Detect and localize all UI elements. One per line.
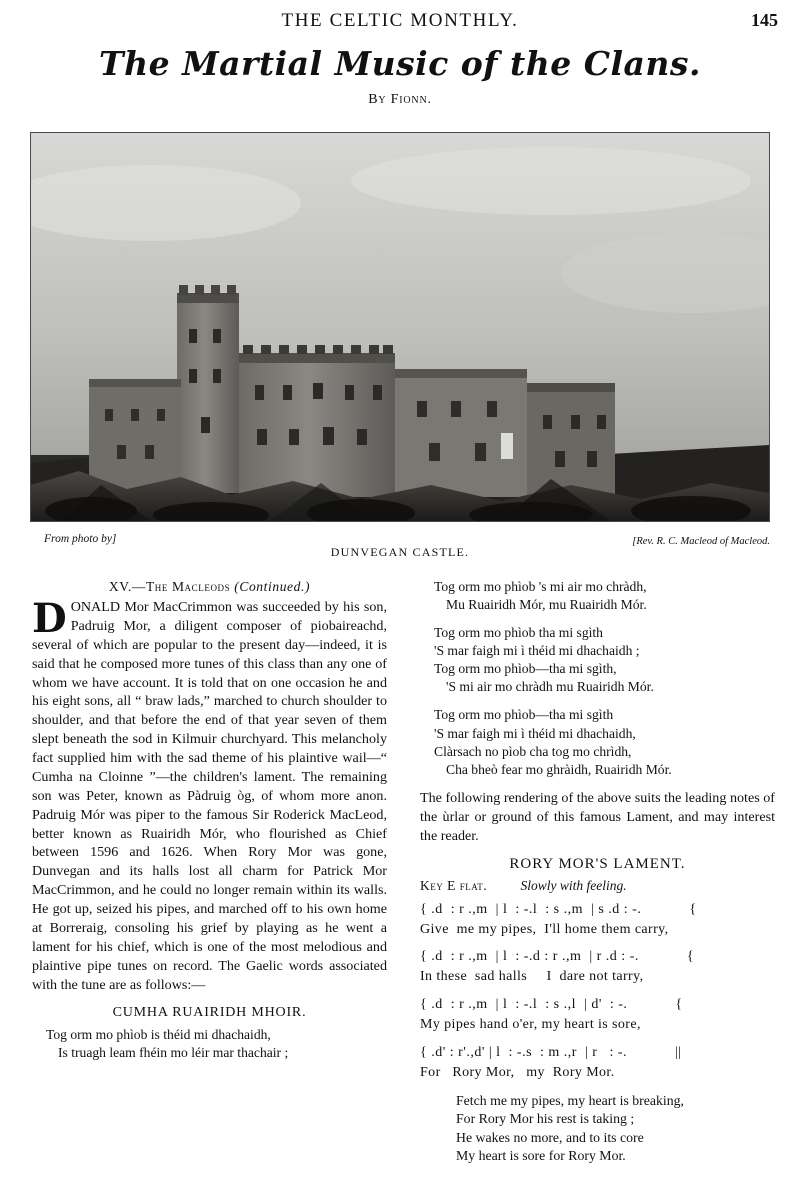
verse-line: Tog orm mo phìob 's mi air mo chràdh, [434, 579, 647, 594]
article-title: The Martial Music of the Clans. [99, 44, 701, 83]
castle-photograph [30, 132, 770, 522]
verse-line: Tog orm mo phìob—tha mi sgìth, [434, 661, 617, 677]
section-heading-prefix: XV.—The Macleods [108, 579, 231, 594]
english-verse [420, 1092, 775, 1167]
sol-fa-stave [420, 1044, 775, 1083]
opening-paragraph-text: ONALD Mor MacCrimmon was succeeded by his son, Padruig Mor, a diligent composer of piobaireachd, several of which are popular to the present day—indeed, it is said that he composed more tunes of this class than any one of whom we have account. It is told that on one occasion he and his eight sons, all “ braw lads,” marched to church shoulder to shoulder, and that before the end of that year seven of them slept beneath the sod in Kilmuir churchyard. This melancholy fact supplied him with the sad theme of his plaintive wail—“ Cumha na Cloinne ”—the children's lament. The remaining son was Peter, known as Pàdruig òg, of whom more anon. Padruig Mór was piper to the famous Sir Roderick MacLeod, better known as Ruairidh Mór, who flourished as Chief between 1596 and 1626. When Rory Mor was gone, Dunvegan and its halls lost all charm for Patrick Mor MacCrimmon, and he could no longer remain within its walls. He got up, seized his pipes, and marched off to his own home at Borreraig, consoling his grief by playing as he went a lament for his chief, which is one of the most melodious and plaintive pipe tunes on record. The Gaelic words associated with the tune are as follows:— [32, 599, 387, 993]
sol-fa-lyric: Give me my pipes, I'll home them carry, [420, 921, 669, 937]
verse-line: Fetch me my pipes, my heart is breaking, [456, 1092, 684, 1108]
verse-line: For Rory Mor his rest is taking ; [456, 1111, 635, 1127]
page-number: 145 [751, 10, 778, 30]
photo-credit-left: From photo by] [44, 533, 117, 545]
section-heading [32, 578, 387, 596]
verse-line: Mu Ruairidh Mór, mu Ruairidh Mór. [446, 597, 647, 613]
verse-line: 'S mar faigh mi ì théid mi dhachaidh, [434, 725, 636, 741]
verse-line: Is truagh leam fhéin mo léir mar thachair ; [58, 1045, 289, 1061]
sol-fa-notation: { .d : r .,m | l : -.d : r .,m | r .d : -. { [420, 949, 695, 965]
sol-fa-notation: { .d : r .,m | l : -.l : s .,m | s .d : -. { [420, 901, 697, 917]
castle-photograph-image [31, 133, 769, 521]
verse-line: Tog orm mo phìob tha mi sgìth [434, 625, 603, 641]
verse-line: 'S mar faigh mi ì théid mi dhachaidh ; [434, 643, 640, 659]
key-label: Key E flat. [420, 877, 488, 893]
gaelic-song-title: CUMHA RUAIRIDH MHOIR. [112, 1005, 307, 1021]
sol-fa-lyric: My pipes hand o'er, my heart is sore, [420, 1017, 641, 1033]
verse-line: Tog orm mo phìob—tha mi sgìth [434, 707, 614, 723]
section-heading-suffix: (Continued.) [234, 579, 311, 594]
sol-fa-notation: { .d' : r'.,d' | l : -.s : m .,r | r : -. || [420, 1044, 682, 1060]
opening-paragraph [32, 595, 387, 994]
verse-line: He wakes no more, and to its core [456, 1129, 644, 1145]
photo-caption: DUNVEGAN CASTLE. [330, 545, 470, 559]
photo-credit-right: [Rev. R. C. Macleod of Macleod. [632, 536, 770, 547]
gaelic-verse-1-continued [420, 578, 775, 614]
sol-fa-stave [420, 996, 775, 1035]
article-byline: By Fionn. [368, 92, 432, 107]
verse-line: Clàrsach no pìob cha tog mo chrìdh, [434, 743, 632, 759]
running-head: THE CELTIC MONTHLY. [281, 10, 519, 31]
verse-line: 'S mi air mo chràdh mu Ruairidh Mór. [446, 679, 654, 695]
tempo-label: Slowly with feeling. [520, 877, 627, 893]
sol-fa-notation: { .d : r .,m | l : -.l : s .,l | d' : -. { [420, 997, 683, 1013]
sol-fa-stave [420, 948, 775, 987]
lament-title: RORY MOR'S LAMENT. [509, 856, 686, 873]
drop-cap: D [32, 595, 67, 643]
sol-fa-lyric: For Rory Mor, my Rory Mor. [420, 1064, 615, 1080]
left-column [32, 578, 387, 1072]
note-paragraph: The following rendering of the above suits the leading notes of the ùrlar or ground of this famous Lament, and may interest the reader. [420, 789, 775, 844]
gaelic-verse-2 [420, 624, 775, 696]
gaelic-verse-1 [32, 1026, 387, 1062]
sol-fa-stave [420, 901, 775, 940]
sol-fa-lyric: In these sad halls I dare not tarry, [420, 969, 644, 985]
verse-line: My heart is sore for Rory Mor. [456, 1148, 626, 1164]
key-and-tempo [420, 877, 775, 895]
verse-line: Tog orm mo phìob is théid mi dhachaidh, [46, 1027, 271, 1043]
right-column [420, 578, 775, 1166]
gaelic-verse-3 [420, 706, 775, 778]
verse-line: Cha bheò fear mo ghràidh, Ruairidh Mór. [446, 761, 672, 777]
